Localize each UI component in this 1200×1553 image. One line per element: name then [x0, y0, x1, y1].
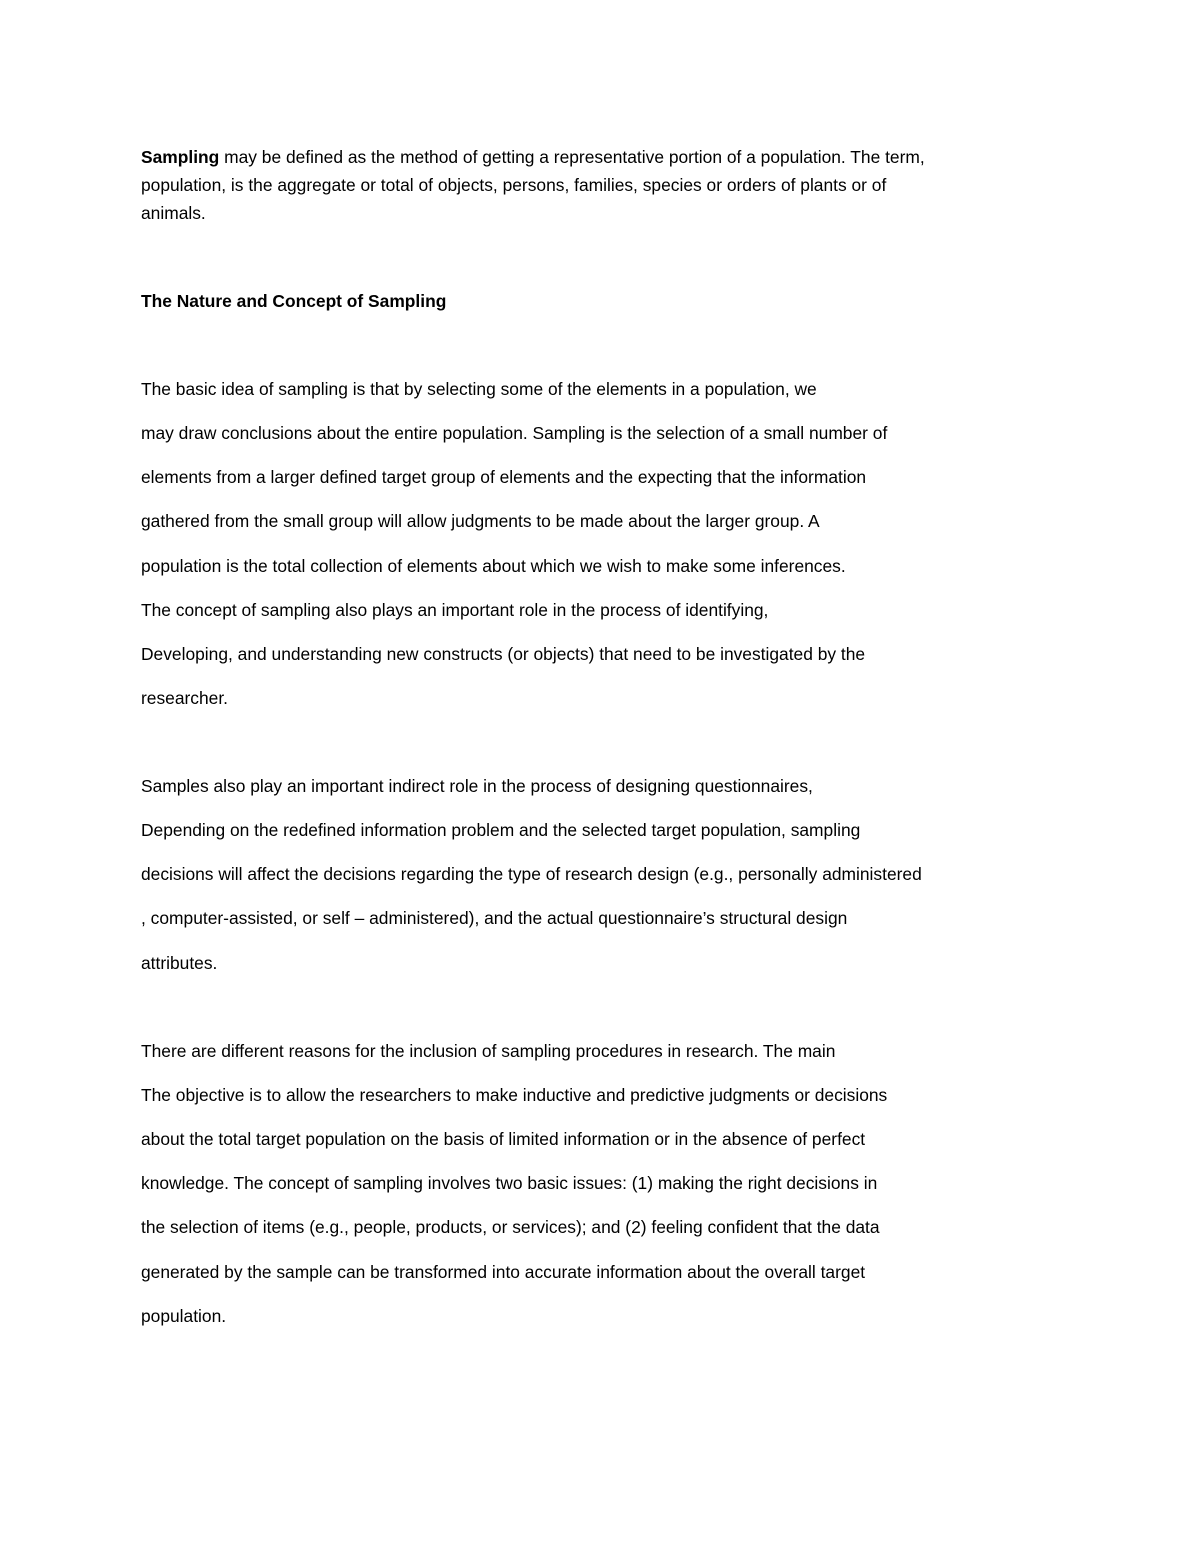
paragraph-2-line: decisions will affect the decisions regarding the type of research design (e.g., personally administered — [141, 864, 922, 884]
bold-term: Sampling — [141, 147, 220, 167]
paragraph-2-line: attributes. — [141, 953, 218, 973]
intro-line-3: animals. — [141, 203, 206, 223]
paragraph-1-line: gathered from the small group will allow judgments to be made about the larger group. A — [141, 511, 820, 531]
paragraph-3-line: population. — [141, 1306, 227, 1326]
paragraph-3-line: the selection of items (e.g., people, products, or services); and (2) feeling confident that the data — [141, 1217, 880, 1237]
paragraph-1-line: may draw conclusions about the entire population. Sampling is the selection of a small number of — [141, 423, 888, 443]
section-heading: The Nature and Concept of Sampling — [141, 291, 447, 311]
paragraph-1-line: population is the total collection of elements about which we wish to make some inferences. — [141, 556, 846, 576]
paragraph-1-line: elements from a larger defined target group of elements and the expecting that the information — [141, 467, 867, 487]
paragraph-3-line: There are different reasons for the inclusion of sampling procedures in research. The main — [141, 1041, 836, 1061]
intro-line-2: population, is the aggregate or total of objects, persons, families, species or orders of plants or of — [141, 175, 887, 195]
paragraph-3-line: The objective is to allow the researchers to make inductive and predictive judgments or decisions — [141, 1085, 888, 1105]
paragraph-1-line: The concept of sampling also plays an important role in the process of identifying, — [141, 600, 769, 620]
paragraph-3-line: knowledge. The concept of sampling involves two basic issues: (1) making the right decisions in — [141, 1173, 878, 1193]
paragraph-1-line: Developing, and understanding new constructs (or objects) that need to be investigated by the — [141, 644, 866, 664]
paragraph-2-line: Samples also play an important indirect role in the process of designing questionnaires, — [141, 776, 813, 796]
intro-line-1 — [141, 146, 925, 168]
paragraph-1-line: researcher. — [141, 688, 228, 708]
intro-line-1-text: may be defined as the method of getting a representative portion of a population. The term, — [219, 147, 925, 167]
paragraph-3-line: about the total target population on the basis of limited information or in the absence of perfect — [141, 1129, 866, 1149]
paragraph-1-line: The basic idea of sampling is that by selecting some of the elements in a population, we — [141, 379, 817, 399]
paragraph-2-line: Depending on the redefined information problem and the selected target population, sampling — [141, 820, 861, 840]
paragraph-2-line: , computer-assisted, or self – administered), and the actual questionnaire’s structural design — [141, 908, 848, 928]
paragraph-3-line: generated by the sample can be transformed into accurate information about the overall target — [141, 1262, 866, 1282]
